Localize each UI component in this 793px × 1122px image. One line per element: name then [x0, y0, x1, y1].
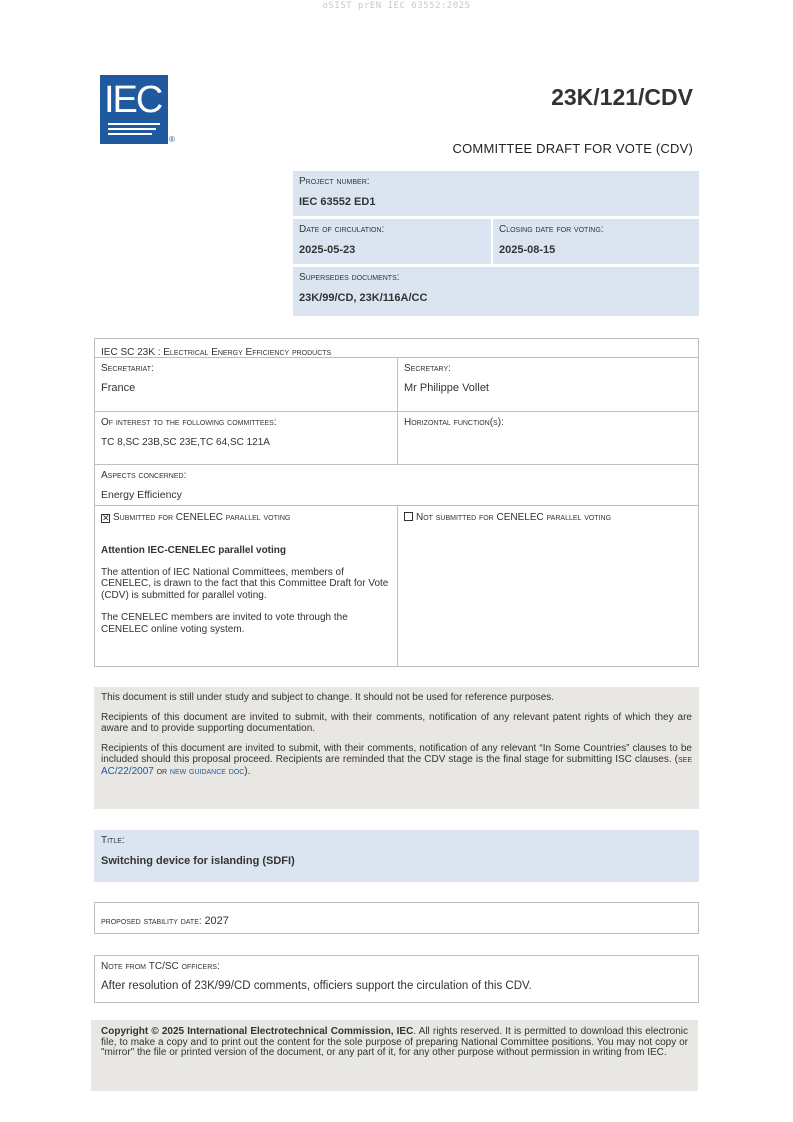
submitted-post: parallel voting [223, 512, 291, 523]
closing-date-cell [493, 219, 699, 264]
aspects-value: Energy Efficiency [101, 489, 182, 501]
copyright-box [91, 1020, 698, 1091]
committee-prefix: IEC SC 23K : [101, 347, 164, 358]
notice-paragraph-2: Recipients of this document are invited to submit, with their comments, notification of any relevant patent rights of which they are aware and to provide supporting documentation. [101, 711, 692, 734]
notice-box [94, 687, 699, 809]
notice-paragraph-1: This document is still under study and subject to change. It should not be used for reference purposes. [101, 692, 555, 703]
watermark: oSIST prEN IEC 63552:2025 [322, 1, 471, 11]
supersedes-cell [293, 267, 699, 316]
closing-date-label: Closing date for voting: [499, 224, 604, 235]
interest-cell [95, 413, 397, 452]
circulation-date-label: Date of circulation: [299, 224, 385, 235]
title-box [94, 830, 699, 882]
horizontal-label: Horizontal function(s): [404, 417, 504, 428]
copyright-text: Copyright © 2025 International Electrotechnical Commission, IEC. All rights reserved. It is permitted to download this electronic file, to make a copy and to print out the content for the sole purpose of preparing National Committee positions. You may not copy or "mirror" the file or printed version of the document, or any part of it, for any other purpose without permission in writing from IEC. [101, 1026, 688, 1058]
horizontal-cell [398, 413, 698, 432]
interest-label: Of interest to the following committees: [101, 417, 277, 428]
not-submitted-post: parallel voting [543, 512, 612, 523]
aspects-cell [95, 466, 698, 505]
supersedes-value: 23K/99/CD, 23K/116A/CC [299, 292, 428, 304]
stability-value: 2027 [204, 915, 229, 927]
committee-name: Electrical Energy Efficiency products [163, 347, 332, 358]
project-number-value: IEC 63552 ED1 [299, 196, 376, 208]
notice-paragraph-3: Recipients of this document are invited to submit, with their comments, notification of any relevant “In Some Countries” clauses to be included should this proposal proceed. Recipients are reminded that the CDV stage is the final stage for submitting ISC clauses. (see AC/22/2007 or new guidance doc). [101, 742, 692, 777]
title-label: Title: [101, 835, 125, 846]
document-type: COMMITTEE DRAFT FOR VOTE (CDV) [452, 141, 693, 156]
note-label: Note from TC/SC officers: [101, 961, 220, 972]
committee-table [94, 338, 699, 667]
note-value: After resolution of 23K/99/CD comments, officiers support the circulation of this CDV. [101, 980, 532, 992]
circulation-date-value: 2025-05-23 [299, 244, 356, 256]
secretariat-value: France [101, 382, 136, 394]
attention-paragraph-2: The CENELEC members are invited to vote through the CENELEC online voting system. [101, 612, 348, 635]
submitted-cell [95, 508, 397, 639]
logo-line [108, 133, 152, 135]
not-submitted-cenelec: CENELEC [496, 512, 544, 523]
stability-label: proposed stability date: [101, 916, 205, 927]
closing-date-value: 2025-08-15 [499, 244, 556, 256]
document-reference: 23K/121/CDV [551, 84, 693, 110]
secretary-label: Secretary: [404, 363, 451, 374]
committee-name-cell [95, 339, 698, 357]
iec-logo [100, 75, 168, 144]
attention-title: Attention IEC-CENELEC parallel voting [101, 545, 287, 556]
secretariat-cell [95, 359, 397, 398]
logo-line [108, 128, 156, 130]
ac-22-2007-link[interactable]: AC/22/2007 [101, 765, 154, 777]
aspects-label: Aspects concerned: [101, 470, 187, 481]
registered-mark: ® [169, 135, 175, 144]
logo-line [108, 123, 160, 125]
circulation-date-cell [293, 219, 491, 264]
project-number-label: Project number: [299, 176, 370, 187]
not-submitted-cell [398, 508, 698, 527]
attention-paragraph-1: The attention of IEC National Committees, members of CENELEC, is drawn to the fact that this Committee Draft for Vote (CDV) is submitted for parallel voting. [101, 566, 389, 601]
submitted-option [101, 512, 391, 523]
supersedes-label: Supersedes documents: [299, 272, 400, 283]
submitted-pre: Submitted for [113, 512, 176, 523]
not-submitted-pre: Not submitted for [416, 512, 497, 523]
officers-note-box [94, 955, 699, 1003]
secretariat-label: Secretariat: [101, 363, 154, 374]
unchecked-box-icon [404, 512, 413, 521]
secretary-cell [398, 359, 698, 398]
interest-value: TC 8,SC 23B,SC 23E,TC 64,SC 121A [101, 437, 270, 448]
title-value: Switching device for islanding (SDFI) [101, 855, 295, 867]
secretary-value: Mr Philippe Vollet [404, 382, 489, 394]
new-guidance-doc-link[interactable]: new guidance doc [169, 765, 245, 777]
not-submitted-option [404, 512, 692, 523]
checked-box-icon: ✕ [102, 513, 110, 523]
submitted-cenelec: CENELEC [175, 512, 224, 523]
project-number-cell [293, 171, 699, 216]
logo-text: IEC [104, 79, 162, 121]
stability-box [94, 902, 699, 934]
